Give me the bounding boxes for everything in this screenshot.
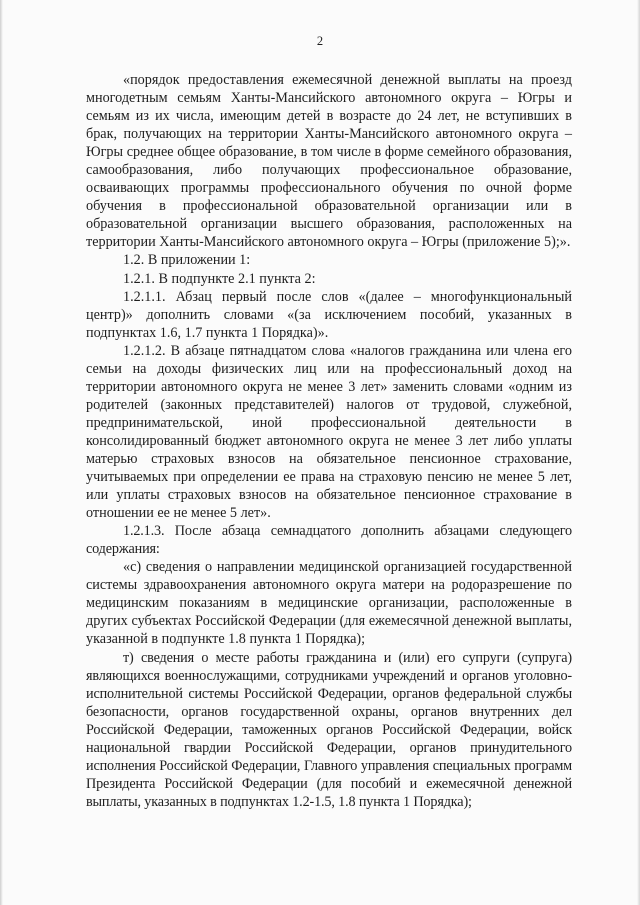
- document-body: [86, 71, 572, 811]
- page-number: 2: [316, 34, 324, 48]
- paragraph-1-2-1-2: 1.2.1.2. В абзаце пятнадцатом слова «налогов гражданина или члена его семьи на доходы физических лиц или на профессиональный доход на территории автономного округа не менее 3 лет» заменить словами «одним из родителей (законных представителей) налогов от трудовой, служебной, предпринимательской, иной профессиональной деятельности в консолидированный бюджет автономного округа не менее 3 лет либо уплаты матерью страховых взносов на обязательное пенсионное страхование, учитываемых при определении ее права на страховую пенсию не менее 5 лет, или уплаты страховых взносов на обязательное пенсионное страхование в отношении ее не менее 5 лет».: [86, 342, 572, 522]
- paragraph-1-2-1: 1.2.1. В подпункте 2.1 пункта 2:: [123, 270, 316, 287]
- paragraph-subitem-s: «с) сведения о направлении медицинской организацией государственной системы здравоохранения автономного округа матери на родоразрешение по медицинским показаниям в медицинские организации, расположенные в других субъектах Российской Федерации (для ежемесячной денежной выплаты, указанной в подпункте 1.8 пункта 1 Порядка);: [86, 559, 572, 648]
- paragraph-procedure-title: «порядок предоставления ежемесячной денежной выплаты на проезд многодетным семьям Ханты-Мансийского автономного округа – Югры и семьям из их числа, имеющим детей в возрасте до 24 лет, не вступивших в брак, получающих на территории Ханты-Мансийского автономного округа – Югры среднее общее образование, в том числе в форме семейного образования, самообразования, либо получающих профессиональное образование, осваивающих программы профессионального обучения по очной форме обучения в профессиональной образовательной организации или в образовательной организации высшего образования, расположенных на территории Ханты-Мансийского автономного округа – Югры (приложение 5);».: [86, 72, 572, 251]
- paragraph-1-2-1-3: 1.2.1.3. После абзаца семнадцатого дополнить абзацами следующего содержания:: [86, 523, 572, 558]
- paragraph-subitem-t: т) сведения о месте работы гражданина и (или) его супруги (супруга) являющихся военнослужащими, сотрудниками учреждений и органов уголовно-исполнительной системы Российской Федерации, органов федеральной службы безопасности, органов государственной охраны, органов внутренних дел Российской Федерации, таможенных органов Российской Федерации, войск национальной гвардии Российской Федерации, органов принудительного исполнения Российской Федерации, Главного управления специальных программ Президента Российской Федерации (для пособий и ежемесячной денежной выплаты, указанных в подпунктах 1.2-1.5, 1.8 пункта 1 Порядка);: [86, 649, 572, 810]
- paragraph-1-2-1-1: 1.2.1.1. Абзац первый после слов «(далее – многофункциональный центр)» дополнить словами «(за исключением пособий, указанных в подпунктах 1.6, 1.7 пункта 1 Порядка)».: [86, 288, 572, 341]
- paragraph-1-2: 1.2. В приложении 1:: [123, 252, 251, 269]
- scan-edge-left: [0, 0, 3, 905]
